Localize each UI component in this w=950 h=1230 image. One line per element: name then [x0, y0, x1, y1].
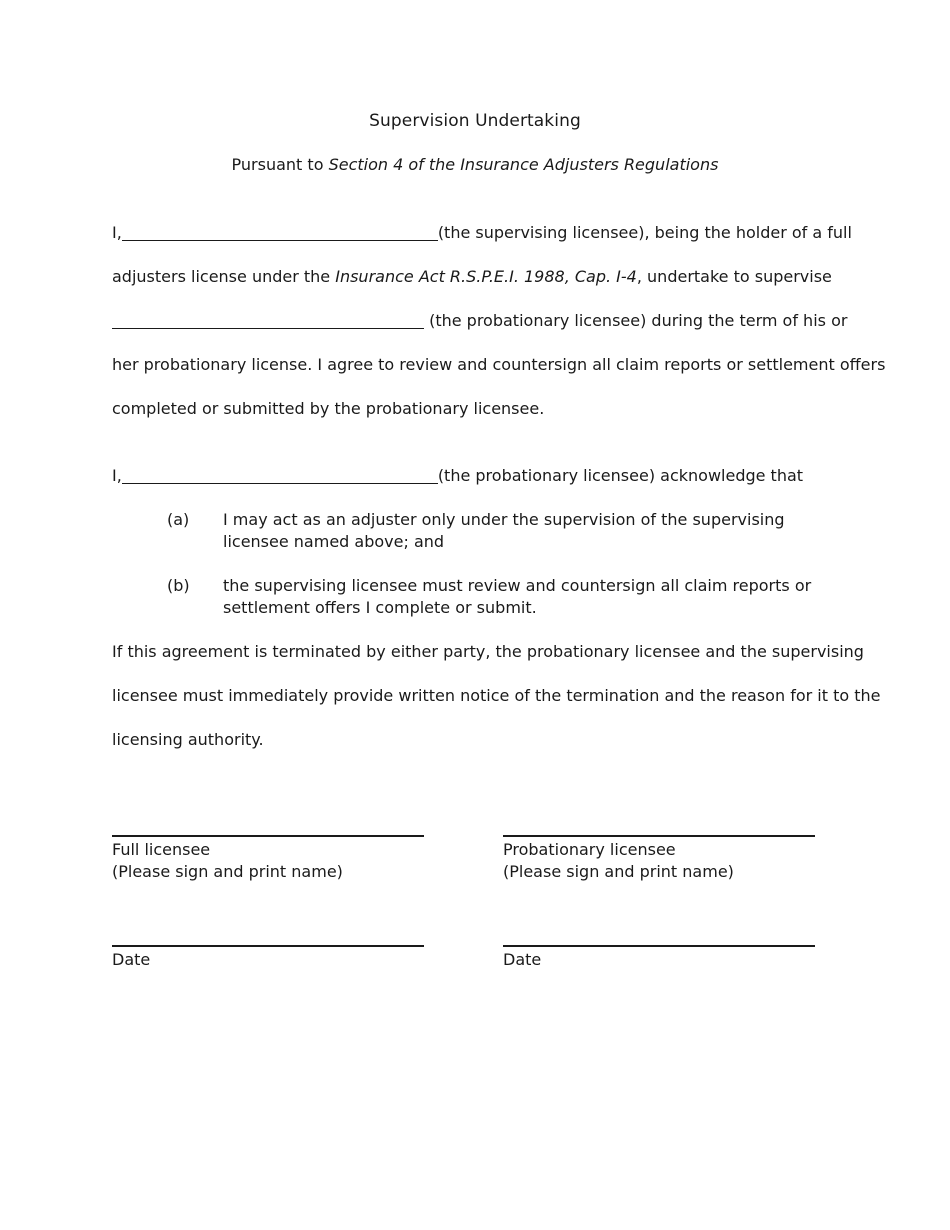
- supervising-licensee-blank[interactable]: [122, 225, 438, 241]
- para1-line3-text: (the probationary licensee) during the term of his or: [424, 311, 848, 330]
- subtitle-prefix: Pursuant to: [231, 155, 329, 174]
- list-item: [167, 509, 832, 553]
- para3-line2: licensee must immediately provide written notice of the termination and the reason for it to the: [112, 686, 881, 705]
- list-marker: (b): [167, 576, 190, 595]
- para3-line3: licensing authority.: [112, 730, 264, 749]
- full-licensee-date-line[interactable]: [112, 945, 424, 947]
- para1-line1-text: (the supervising licensee), being the holder of a full: [437, 223, 852, 242]
- insurance-act-citation: Insurance Act R.S.P.E.I. 1988, Cap. I-4: [335, 267, 637, 286]
- full-licensee-note: (Please sign and print name): [112, 862, 343, 881]
- para2-line: [112, 465, 832, 487]
- probationary-licensee-date-line[interactable]: [503, 945, 815, 947]
- para1-line4: her probationary license. I agree to review and countersign all claim reports or settlement offers: [112, 355, 886, 374]
- para1-line2-suffix: , undertake to supervise: [636, 267, 832, 286]
- document-title: Supervision Undertaking: [369, 111, 581, 131]
- para1-prefix: I,: [112, 223, 122, 242]
- para1-line3: [112, 310, 848, 332]
- para2-prefix: I,: [112, 466, 122, 485]
- probationary-licensee-ack-blank[interactable]: [122, 468, 438, 484]
- probationary-licensee-label: Probationary licensee: [503, 840, 676, 859]
- full-licensee-date-label: Date: [112, 950, 151, 969]
- para2-text: (the probationary licensee) acknowledge that: [437, 466, 804, 485]
- list-item-text: I may act as an adjuster only under the supervision of the supervising licensee named above; and: [223, 510, 785, 551]
- list-item: [167, 575, 832, 619]
- probationary-licensee-date-label: Date: [503, 950, 542, 969]
- subtitle-regulation: Section 4 of the Insurance Adjusters Regulations: [328, 155, 719, 174]
- probationary-licensee-signature-line[interactable]: [503, 835, 815, 837]
- document-subtitle: [0, 155, 950, 174]
- para1-line2: [112, 266, 832, 288]
- para1-line2-text: adjusters license under the: [112, 267, 336, 286]
- probationary-licensee-blank[interactable]: [112, 313, 424, 329]
- probationary-licensee-note: (Please sign and print name): [503, 862, 734, 881]
- para3-line1: If this agreement is terminated by either party, the probationary licensee and the supervising: [112, 642, 864, 661]
- full-licensee-signature-line[interactable]: [112, 835, 424, 837]
- list-item-text: the supervising licensee must review and countersign all claim reports or settlement offers I complete or submit.: [223, 576, 812, 617]
- full-licensee-label: Full licensee: [112, 840, 211, 859]
- para1-line5: completed or submitted by the probationary licensee.: [112, 399, 545, 418]
- para1-line1: [112, 222, 852, 244]
- list-marker: (a): [167, 510, 190, 529]
